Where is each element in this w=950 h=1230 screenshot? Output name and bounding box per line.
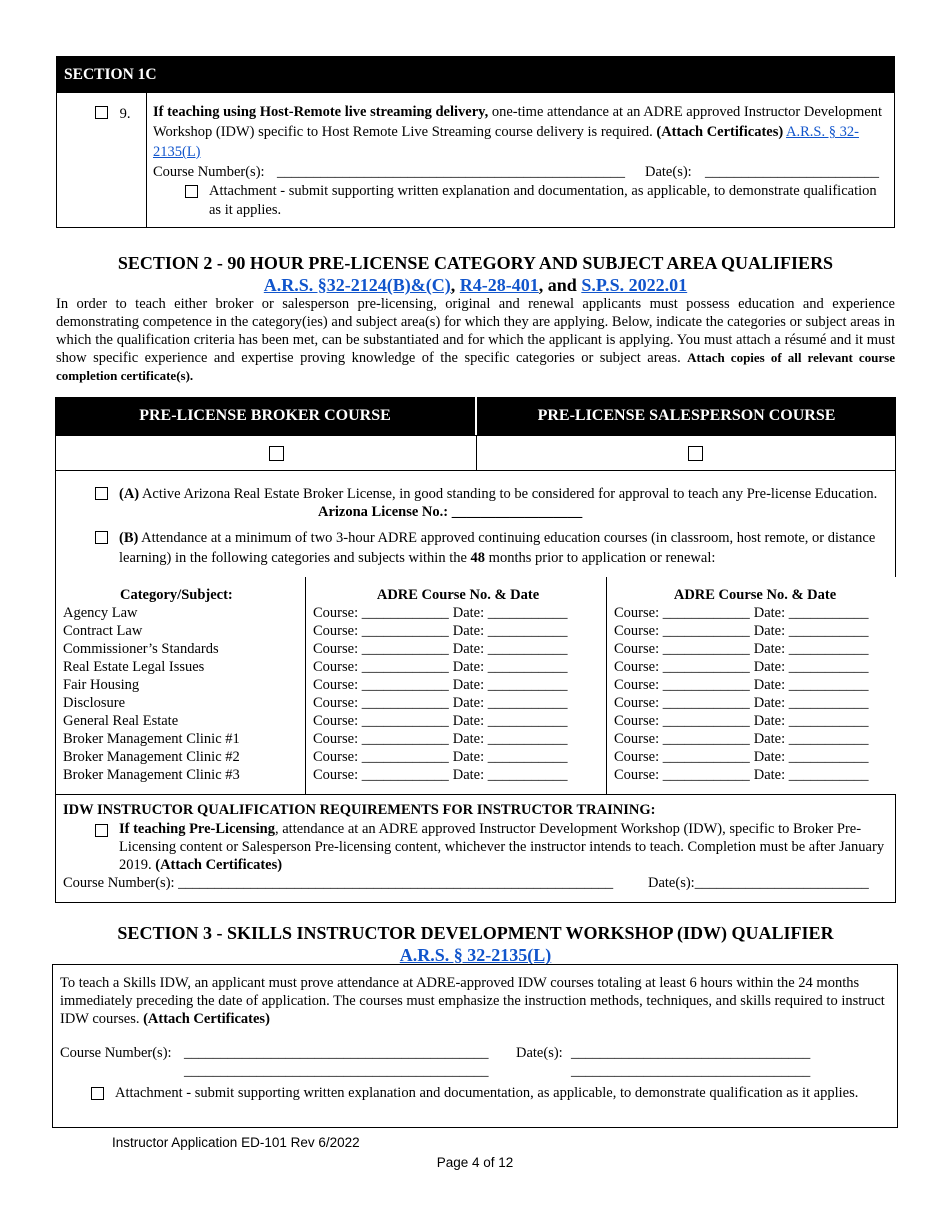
idw-dates-field[interactable]: Date(s):________________________ [648,875,869,891]
adre-course-row [313,604,603,622]
date-field[interactable]: Date: ___________ [753,641,869,657]
s3-dates-field[interactable]: _________________________________ [571,1045,811,1061]
section-3-title: SECTION 3 - SKILLS INSTRUCTOR DEVELOPMENT WORKSHOP (IDW) QUALIFIER [117,923,834,943]
adre-course-row [614,730,896,748]
adre-course-row [313,658,603,676]
adre-course-row [313,622,603,640]
s3-course-label: Course Number(s): [60,1045,172,1061]
course-field[interactable]: Course: ____________ [313,767,449,783]
date-field[interactable]: Date: ___________ [452,641,568,657]
category-item: Broker Management Clinic #3 [63,767,240,783]
date-field[interactable]: Date: ___________ [452,677,568,693]
license-no-field[interactable]: Arizona License No.: __________________ [318,504,583,520]
page-number: Page 4 of 12 [436,1155,514,1170]
date-field[interactable]: Date: ___________ [753,659,869,675]
course-field[interactable]: Course: ____________ [614,695,750,711]
s3-attachment-checkbox[interactable] [91,1087,104,1100]
category-item: Disclosure [63,695,126,711]
adre-course-row [614,658,896,676]
date-field[interactable]: Date: ___________ [753,677,869,693]
section-1c-header: SECTION 1C [57,57,894,93]
course-field[interactable]: Course: ____________ [614,641,750,657]
category-list [63,604,303,784]
date-field[interactable]: Date: ___________ [753,695,869,711]
adre-column-2 [614,586,896,784]
salesperson-course-checkbox[interactable] [688,446,703,461]
adre-course-row [313,676,603,694]
course-field[interactable]: Course: ____________ [313,731,449,747]
option-b-checkbox[interactable] [95,531,108,544]
date-field[interactable]: Date: ___________ [753,731,869,747]
category-item: Broker Management Clinic #2 [63,749,240,765]
idw-title: IDW INSTRUCTOR QUALIFICATION REQUIREMENTS FOR INSTRUCTOR TRAINING: [63,802,656,818]
col-broker-header: PRE-LICENSE BROKER COURSE [55,397,475,435]
item-9: 9. [95,106,131,123]
ars-link[interactable]: A.R.S. §32-2124(B)&(C) [263,275,451,295]
qualification-box [55,470,896,903]
date-field[interactable]: Date: ___________ [452,605,568,621]
course-field[interactable]: Course: ____________ [614,659,750,675]
category-item: Fair Housing [63,677,140,693]
date-field[interactable]: Date: ___________ [452,695,568,711]
course-field[interactable]: Course: ____________ [614,749,750,765]
date-field[interactable]: Date: ___________ [452,767,568,783]
col-salesperson-header: PRE-LICENSE SALESPERSON COURSE [477,397,896,435]
date-field[interactable]: Date: ___________ [753,713,869,729]
date-field[interactable]: Date: ___________ [452,659,568,675]
adre-course-row [614,748,896,766]
s3-dates-label: Date(s): [516,1045,563,1061]
broker-course-checkbox[interactable] [269,446,284,461]
section-2-links: A.R.S. §32-2124(B)&(C), R4-28-401, and S.P.S. 2022.01 [263,275,688,295]
date-field[interactable]: Date: ___________ [753,767,869,783]
dates-field[interactable]: ________________________ [705,164,879,180]
course-field[interactable]: Course: ____________ [313,713,449,729]
section-2-intro: In order to teach either broker or salesperson pre-licensing, original and renewal applicants must possess education and experience demonstrating competence in the category(ies) and subject area(s) for which they are applying. Below, indicate the categories or subject areas in which the qualification criteria has been met, can be substantiated and for which the applicant is applying. You must attach a résumé and it must show specific experience and expertise proving knowledge of the specific categories or subject areas. Attach copies of all relevant course completion certificate(s). [56,296,895,383]
adre-course-row [313,730,603,748]
date-field[interactable]: Date: ___________ [753,623,869,639]
course-field[interactable]: Course: ____________ [614,767,750,783]
category-item: Commissioner’s Standards [63,641,219,657]
idw-course-number-field[interactable]: Course Number(s): ____________________________________________________________ [63,875,614,891]
category-item: Agency Law [63,605,138,621]
course-field[interactable]: Course: ____________ [614,713,750,729]
course-field[interactable]: Course: ____________ [614,731,750,747]
category-item: Broker Management Clinic #1 [63,731,240,747]
course-field[interactable]: Course: ____________ [614,605,750,621]
course-field[interactable]: Course: ____________ [313,749,449,765]
adre-course-row [614,604,896,622]
adre-course-row [614,640,896,658]
adre-course-row [614,676,896,694]
date-field[interactable]: Date: ___________ [452,713,568,729]
category-column [63,586,303,784]
section-3-box [52,964,898,1128]
s3-course-field-2[interactable]: __________________________________________ [184,1063,489,1079]
adre-rows-2 [614,604,896,784]
category-header: Category/Subject: [120,587,233,603]
category-item: Contract Law [63,623,143,639]
option-b: (B) Attendance at a minimum of two 3-hour ADRE approved continuing education courses (in classroom, host remote, or distance learning) in the following categories and subjects within the 48 months prior to application or renewal: [119,530,876,566]
course-number-field[interactable]: ________________________________________________ [277,164,625,180]
item-9-checkbox[interactable] [95,106,108,119]
course-field[interactable]: Course: ____________ [313,659,449,675]
s3-course-field[interactable]: __________________________________________ [184,1045,489,1061]
course-select-row [55,435,896,471]
date-field[interactable]: Date: ___________ [753,605,869,621]
attachment-checkbox-1c[interactable] [185,185,198,198]
adre-course-row [614,766,896,784]
course-field[interactable]: Course: ____________ [614,677,750,693]
form-id: Instructor Application ED-101 Rev 6/2022 [112,1135,360,1150]
s3-attachment-text: Attachment - submit supporting written explanation and documentation, as applicable, to demonstrate qualification as it applies. [115,1085,859,1101]
adre-course-row [614,622,896,640]
category-item: Real Estate Legal Issues [63,659,205,675]
date-field[interactable]: Date: ___________ [452,731,568,747]
adre-course-row [313,712,603,730]
category-item: General Real Estate [63,713,179,729]
adre-column-1 [313,586,603,784]
statute-link-1c[interactable]: A.R.S. § 32-2135(L) [153,124,859,160]
section-3-intro: To teach a Skills IDW, an applicant must prove attendance at ADRE-approved IDW courses totaling at least 6 hours within the 24 months immediately preceding the date of application. The courses must emphasize the instruction methods, techniques, and skills required to instruct IDW courses. (Attach Certificates) [60,975,885,1027]
adre-course-row [614,694,896,712]
course-field[interactable]: Course: ____________ [313,641,449,657]
adre-rows-1 [313,604,603,784]
item-9-body: If teaching using Host-Remote live streaming delivery, one-time attendance at an ADRE approved Instructor Development Workshop (IDW) specific to Host Remote Live Streaming course delivery is required. (Attach Certificates) A.R.S. § 32-2135(L) Course Number(s): ________________________________________________ Date(s): ________________________ Attachment - submit supporting written explanation and documentation, as applicable, to demonstrate qualification as it applies. [153,104,882,218]
date-field[interactable]: Date: ___________ [452,749,568,765]
adre-course-row [313,640,603,658]
idw-checkbox[interactable] [95,824,108,837]
option-a: (A) Active Arizona Real Estate Broker License, in good standing to be considered for approval to teach any Pre-license Education. [119,486,878,502]
course-field[interactable]: Course: ____________ [313,695,449,711]
adre-course-row [313,766,603,784]
sps-link[interactable]: S.P.S. 2022.01 [581,275,688,295]
adre-course-row [614,712,896,730]
section-1c [56,56,895,228]
course-field[interactable]: Course: ____________ [313,623,449,639]
course-field[interactable]: Course: ____________ [313,677,449,693]
adre-course-row [313,694,603,712]
adre-header-1: ADRE Course No. & Date [376,587,540,603]
section-3-link[interactable]: A.R.S. § 32-2135(L) [399,945,552,965]
idw-text: If teaching Pre-Licensing, attendance at an ADRE approved Instructor Development Workshop (IDW), specific to Broker Pre-Licensing content or Salesperson Pre-licensing content, whichever the instructor intends to teach. Completion must be after January 2019. (Attach Certificates) [119,821,885,873]
section-2-title: SECTION 2 - 90 HOUR PRE-LICENSE CATEGORY AND SUBJECT AREA QUALIFIERS [117,253,834,273]
date-field[interactable]: Date: ___________ [452,623,568,639]
category-grid [56,577,896,795]
s3-dates-field-2[interactable]: _________________________________ [571,1063,811,1079]
option-a-checkbox[interactable] [95,487,108,500]
course-field[interactable]: Course: ____________ [614,623,750,639]
course-field[interactable]: Course: ____________ [313,605,449,621]
date-field[interactable]: Date: ___________ [753,749,869,765]
prelicense-table [55,397,896,903]
adre-header-2: ADRE Course No. & Date [673,587,837,603]
section-3-link-row [56,944,895,966]
adre-course-row [313,748,603,766]
r4-link[interactable]: R4-28-401 [459,275,539,295]
